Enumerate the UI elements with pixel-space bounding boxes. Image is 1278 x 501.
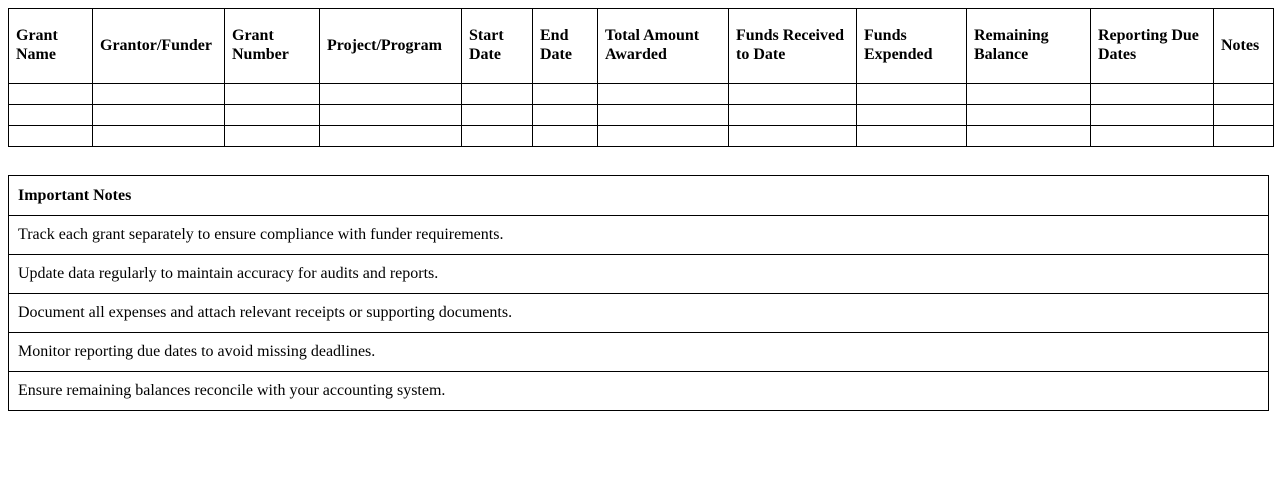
grant-table-cell bbox=[598, 84, 729, 105]
note-text: Track each grant separately to ensure compliance with funder requirements. bbox=[9, 216, 1269, 255]
grant-table-cell bbox=[320, 126, 462, 147]
note-text: Ensure remaining balances reconcile with your accounting system. bbox=[9, 372, 1269, 411]
note-row bbox=[9, 255, 1269, 294]
grant-table-cell bbox=[462, 126, 533, 147]
grant-tracking-table bbox=[8, 8, 1274, 147]
grant-table-cell bbox=[967, 105, 1091, 126]
column-header-funds-received-to-date: Funds Received to Date bbox=[729, 9, 857, 84]
grant-table-cell bbox=[857, 105, 967, 126]
column-header-remaining-balance: Remaining Balance bbox=[967, 9, 1091, 84]
grant-table-row bbox=[9, 105, 1274, 126]
notes-header-row bbox=[9, 176, 1269, 216]
grant-table-cell bbox=[462, 84, 533, 105]
grant-table-cell bbox=[320, 105, 462, 126]
column-header-grant-number: Grant Number bbox=[225, 9, 320, 84]
grant-table-cell bbox=[225, 84, 320, 105]
grant-table-cell bbox=[729, 105, 857, 126]
grant-table-cell bbox=[9, 105, 93, 126]
note-text: Document all expenses and attach relevant receipts or supporting documents. bbox=[9, 294, 1269, 333]
grant-table-cell bbox=[1091, 105, 1214, 126]
note-text: Update data regularly to maintain accuracy for audits and reports. bbox=[9, 255, 1269, 294]
grant-table-cell bbox=[9, 84, 93, 105]
grant-table-cell bbox=[1214, 84, 1274, 105]
note-row bbox=[9, 294, 1269, 333]
grant-table-cell bbox=[598, 126, 729, 147]
column-header-funds-expended: Funds Expended bbox=[857, 9, 967, 84]
notes-title: Important Notes bbox=[9, 176, 1269, 216]
grant-table-cell bbox=[1214, 105, 1274, 126]
grant-table-cell bbox=[967, 84, 1091, 105]
column-header-grant-name: Grant Name bbox=[9, 9, 93, 84]
column-header-notes: Notes bbox=[1214, 9, 1274, 84]
grant-table-cell bbox=[857, 84, 967, 105]
grant-table-cell bbox=[93, 126, 225, 147]
grant-table-cell bbox=[1091, 126, 1214, 147]
column-header-end-date: End Date bbox=[533, 9, 598, 84]
grant-table-cell bbox=[857, 126, 967, 147]
grant-table-cell bbox=[729, 126, 857, 147]
grant-table-row bbox=[9, 126, 1274, 147]
grant-table-cell bbox=[462, 105, 533, 126]
grant-table-header-row bbox=[9, 9, 1274, 84]
column-header-grantor-funder: Grantor/Funder bbox=[93, 9, 225, 84]
note-row bbox=[9, 333, 1269, 372]
grant-table-cell bbox=[533, 105, 598, 126]
grant-table-cell bbox=[598, 105, 729, 126]
grant-table-cell bbox=[967, 126, 1091, 147]
important-notes-table bbox=[8, 175, 1269, 411]
grant-table-cell bbox=[729, 84, 857, 105]
grant-table-cell bbox=[320, 84, 462, 105]
grant-table-cell bbox=[93, 105, 225, 126]
grant-table-cell bbox=[225, 105, 320, 126]
grant-table-cell bbox=[225, 126, 320, 147]
grant-table-cell bbox=[93, 84, 225, 105]
column-header-start-date: Start Date bbox=[462, 9, 533, 84]
note-text: Monitor reporting due dates to avoid missing deadlines. bbox=[9, 333, 1269, 372]
grant-table-cell bbox=[533, 84, 598, 105]
column-header-total-amount-awarded: Total Amount Awarded bbox=[598, 9, 729, 84]
grant-table-cell bbox=[1091, 84, 1214, 105]
grant-table-cell bbox=[533, 126, 598, 147]
note-row bbox=[9, 372, 1269, 411]
note-row bbox=[9, 216, 1269, 255]
grant-table-cell bbox=[9, 126, 93, 147]
column-header-reporting-due-dates: Reporting Due Dates bbox=[1091, 9, 1214, 84]
column-header-project-program: Project/Program bbox=[320, 9, 462, 84]
grant-table-cell bbox=[1214, 126, 1274, 147]
grant-table-row bbox=[9, 84, 1274, 105]
